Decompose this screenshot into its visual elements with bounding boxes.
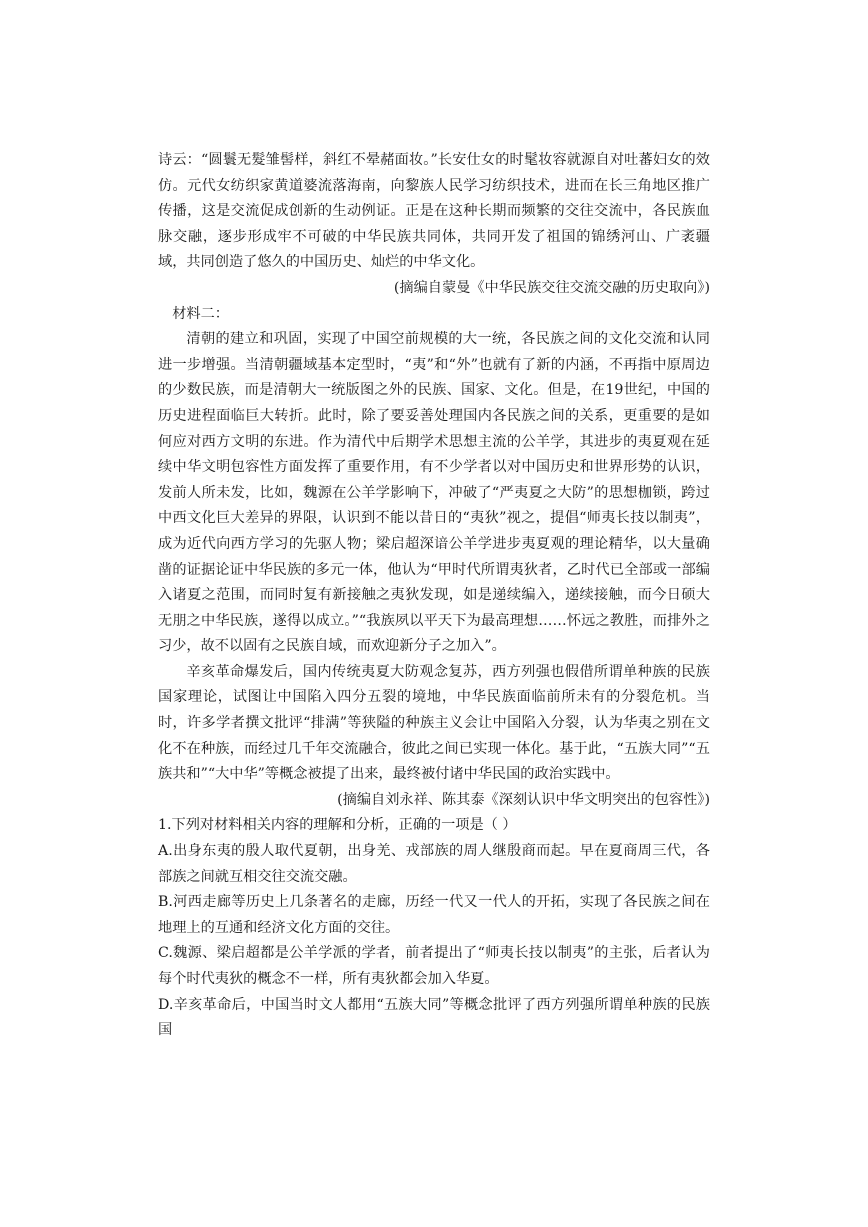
material1-source: (摘编自蒙曼《中华民族交往交流交融的历史取向》) bbox=[393, 279, 710, 296]
question1-stem: 1.下列对材料相关内容的理解和分析，正确的一项是（ ） bbox=[158, 817, 517, 834]
question1-option-c: C.魏源、梁启超都是公羊学派的学者，前者提出了“师夷长技以制夷”的主张，后者认为每个时代夷狄的概念不一样，所有夷狄都会加入华夏。 bbox=[158, 945, 710, 987]
material1-continuation: 诗云：“圆鬟无髮雏髻样，斜红不晕赭面妆。”长安仕女的时髦妆容就源自对吐蕃妇女的效仿。元代女纺织家黄道婆流落海南，向黎族人民学习纺织技术，进而在长三角地区推广传播，这是交流促成创新的生动例证。正是在这种长期而频繁的交往交流中，各民族血脉交融，逐步形成牢不可破的中华民族共同体，共同开发了祖国的锦绣河山、广袤疆域，共同创造了悠久的中国历史、灿烂的中华文化。 bbox=[158, 152, 710, 271]
material2-source: (摘编自刘永祥、陈其泰《深刻认识中华文明突出的包容性》) bbox=[337, 791, 710, 808]
material2-paragraph-1: 清朝的建立和巩固，实现了中国空前规模的大一统，各民族之间的文化交流和认同进一步增强。当清朝疆域基本定型时，“夷”和“外”也就有了新的内涵，不再指中原周边的少数民族，而是清朝大一统版图之外的民族、国家、文化。但是，在19世纪，中国的历史进程面临巨大转折。此时，除了要妥善处理国内各民族之间的关系，更重要的是如何应对西方文明的东进。作为清代中后期学术思想主流的公羊学，其进步的夷夏观在延续中华文明包容性方面发挥了重要作用，有不少学者以对中国历史和世界形势的认识，发前人所未发，比如，魏源在公羊学影响下，冲破了“严夷夏之大防”的思想枷锁，跨过中西文化巨大差异的界限，认识到不能以昔日的“夷狄”视之，提倡“师夷长技以制夷”，成为近代向西方学习的先驱人物；梁启超深谙公羊学进步夷夏观的理论精华，以大量确凿的证据论证中华民族的多元一体，他认为“甲时代所谓夷狄者，乙时代已全部或一部编入诸夏之范围，而同时复有新接触之夷狄发现，如是递续编入，递续接触，而今日硕大无朋之中华民族，遂得以成立。”“我族夙以平天下为最高理想……怀远之教胜，而排外之习少，故不以固有之民族自域，而欢迎新分子之加入”。 bbox=[158, 331, 710, 655]
question1-option-d: D.辛亥革命后，中国当时文人都用“五族大同”等概念批评了西方列强所谓单种族的民族国 bbox=[158, 996, 710, 1039]
material2-label: 材料二： bbox=[172, 305, 229, 322]
material2-paragraph-2: 辛亥革命爆发后，国内传统夷夏大防观念复苏，西方列强也假借所谓单种族的民族国家理论，试图让中国陷入四分五裂的境地，中华民族面临前所未有的分裂危机。当时，许多学者撰文批评“排满”等狭隘的种族主义会让中国陷入分裂，认为华夷之别在文化不在种族，而经过几千年交流融合，彼此之间已实现一体化。基于此，“五族大同”“五族共和”“大中华”等概念被提了出来，最终被付诸中华民国的政治实践中。 bbox=[158, 663, 710, 783]
document-page bbox=[158, 148, 710, 1044]
question1-option-b: B.河西走廊等历史上几条著名的走廊，历经一代又一代人的开拓，实现了各民族之间在地理上的互通和经济文化方面的交往。 bbox=[158, 894, 710, 936]
question1-option-a: A.出身东夷的殷人取代夏朝，出身羌、戎部族的周人继殷商而起。早在夏商周三代，各部族之间就互相交往交流交融。 bbox=[158, 843, 710, 885]
